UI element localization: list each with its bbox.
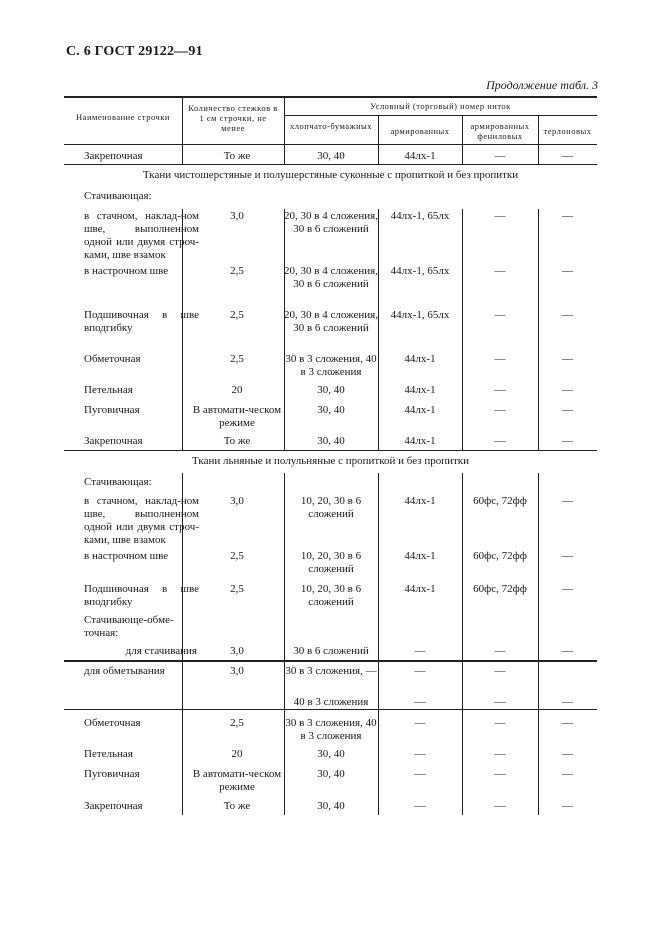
row-cotton: 30, 40	[317, 150, 345, 162]
subheader-rule	[284, 115, 597, 116]
row-terlon: —	[562, 210, 573, 222]
row-reinforced: —	[414, 696, 426, 708]
row-reinforced: 44лх-1	[404, 384, 436, 396]
row-phenyl: —	[494, 150, 506, 162]
row-name: Закрепочная	[84, 435, 143, 447]
row-stitches: 3,0	[230, 495, 244, 507]
row-name: Стачивающе-обме-точная:	[84, 614, 174, 639]
row-reinforced: 44лх-1, 65лх	[390, 210, 450, 222]
row-phenyl: —	[494, 265, 506, 277]
row-cotton: 30 в 3 сложения, 40 в 3 сложения	[285, 353, 377, 378]
col-header-name: Наименование строчки	[76, 112, 170, 122]
row-reinforced: 44лх-1	[404, 404, 436, 416]
row-rule	[64, 164, 597, 165]
row-terlon: —	[562, 696, 573, 708]
row-cotton: 20, 30 в 4 сложения, 30 в 6 сложений	[284, 265, 378, 290]
row-stitches: То же	[223, 435, 251, 447]
row-terlon: —	[562, 404, 573, 416]
col-divider	[462, 473, 463, 815]
row-reinforced: 44лх-1	[404, 495, 436, 507]
row-terlon: —	[562, 768, 573, 780]
row-reinforced: —	[414, 748, 426, 760]
row-terlon: —	[562, 550, 573, 562]
row-terlon: —	[562, 645, 573, 657]
row-phenyl: —	[494, 435, 506, 447]
row-phenyl: —	[494, 210, 506, 222]
row-phenyl: —	[494, 645, 506, 657]
row-reinforced: 44лх-1	[404, 353, 436, 365]
col-header-reinforced: армированных	[390, 126, 450, 136]
row-terlon: —	[562, 583, 573, 595]
row-phenyl: —	[494, 384, 506, 396]
row-terlon: —	[562, 748, 573, 760]
row-stitches: 3,0	[230, 210, 244, 222]
row-name: Петельная	[84, 384, 133, 396]
row-stitches: 20	[231, 748, 243, 760]
row-phenyl: 60фс, 72фф	[473, 495, 527, 507]
row-name: Закрепочная	[84, 800, 143, 812]
col-header-terlon: терлоновых	[543, 126, 592, 136]
row-phenyl: 60фс, 72фф	[473, 583, 527, 595]
col-divider	[378, 473, 379, 815]
row-stitches: То же	[223, 800, 251, 812]
col-header-reinforced-phenyl: армированных фениловых	[470, 121, 530, 141]
col-divider	[182, 96, 183, 144]
row-stitches: То же	[223, 150, 251, 162]
row-stitches: В автомати-ческом режиме	[192, 404, 282, 429]
row-name: Обметочная	[84, 717, 141, 729]
row-phenyl: —	[494, 696, 506, 708]
row-cotton: 40 в 3 сложения	[293, 696, 369, 708]
row-phenyl: —	[494, 800, 506, 812]
row-cotton: 30 в 6 сложений	[293, 645, 369, 657]
row-reinforced: —	[414, 768, 426, 780]
table-continuation-label: Продолжение табл. 3	[486, 78, 598, 92]
row-stitches: 3,0	[230, 645, 244, 657]
col-header-thread-number: Условный (торговый) номер ниток	[370, 101, 511, 111]
row-name: в стачном, наклад-ном шве, выполненном одной или двумя строч-ками, шве взамок	[84, 210, 199, 261]
row-terlon: —	[562, 309, 573, 321]
row-rule	[64, 660, 597, 662]
row-phenyl: —	[494, 309, 506, 321]
row-name: для стачивания	[125, 645, 197, 657]
row-rule	[64, 709, 597, 710]
row-cotton: 20, 30 в 4 сложения, 30 в 6 сложений	[284, 309, 378, 334]
row-phenyl: —	[494, 353, 506, 365]
row-name: Закрепочная	[84, 150, 143, 162]
header-bottom-rule	[64, 144, 597, 145]
row-name: в настрочном шве	[84, 550, 169, 562]
row-stitches: 20	[231, 384, 243, 396]
row-rule	[64, 450, 597, 451]
row-phenyl: 60фс, 72фф	[473, 550, 527, 562]
table-top-rule	[64, 96, 597, 98]
row-reinforced: —	[414, 665, 426, 677]
col-divider	[462, 115, 463, 144]
row-cotton: 30, 40	[317, 800, 345, 812]
row-phenyl: —	[494, 768, 506, 780]
row-name: Подшивочная в шве вподгибку	[84, 583, 199, 608]
row-cotton: 10, 20, 30 в 6 сложений	[300, 495, 362, 520]
row-stitches: 2,5	[230, 583, 244, 595]
section-title: Ткани льняные и полульняные с пропиткой и без пропитки	[191, 455, 470, 467]
row-cotton: 30, 40	[317, 435, 345, 447]
row-cotton: 30 в 3 сложения, —	[285, 665, 377, 677]
row-cotton: 30, 40	[317, 384, 345, 396]
row-terlon: —	[562, 150, 573, 162]
row-name: Обметочная	[84, 353, 141, 365]
row-phenyl: —	[494, 717, 506, 729]
section-title: Ткани чистошерстяные и полушерстяные суконные с пропиткой и без пропитки	[142, 169, 519, 181]
row-cotton: 20, 30 в 4 сложения, 30 в 6 сложений	[284, 210, 378, 235]
col-divider	[538, 473, 539, 815]
row-terlon: —	[562, 265, 573, 277]
page-header: С. 6 ГОСТ 29122—91	[66, 44, 203, 59]
row-name: в настрочном шве	[84, 265, 169, 277]
row-name: Петельная	[84, 748, 133, 760]
row-reinforced: 44лх-1	[404, 435, 436, 447]
row-phenyl: —	[494, 665, 506, 677]
row-cotton: 10, 20, 30 в 6 сложений	[300, 583, 362, 608]
row-stitches: 2,5	[230, 717, 244, 729]
row-reinforced: 44лх-1	[404, 583, 436, 595]
row-name: Подшивочная в шве вподгибку	[84, 309, 199, 334]
row-terlon: —	[562, 800, 573, 812]
row-reinforced: 44лх-1, 65лх	[390, 309, 450, 321]
row-cotton: 30, 40	[317, 768, 345, 780]
row-phenyl: —	[494, 748, 506, 760]
row-terlon: —	[562, 384, 573, 396]
col-divider	[284, 473, 285, 815]
row-terlon: —	[562, 435, 573, 447]
row-reinforced: 44лх-1	[404, 150, 436, 162]
row-cotton: 30 в 3 сложения, 40 в 3 сложения	[285, 717, 377, 742]
row-name: Пуговичная	[84, 768, 140, 780]
row-cotton: 30, 40	[317, 404, 345, 416]
row-name: Стачивающая:	[84, 190, 152, 202]
row-name: для обметывания	[84, 665, 165, 677]
row-name: в стачном, наклад-ном шве, выполненном одной или двумя строч-ками, шве взамок	[84, 495, 199, 546]
row-reinforced: —	[414, 717, 426, 729]
col-header-stitches: Количество стежков в 1 см строчки, не менее	[188, 103, 278, 133]
row-stitches: В автомати-ческом режиме	[192, 768, 282, 793]
row-stitches: 3,0	[230, 665, 244, 677]
row-cotton: 10, 20, 30 в 6 сложений	[300, 550, 362, 575]
row-stitches: 2,5	[230, 550, 244, 562]
row-cotton: 30, 40	[317, 748, 345, 760]
row-stitches: 2,5	[230, 309, 244, 321]
col-header-cotton: хлопчато-бумажных	[290, 121, 372, 131]
row-terlon: —	[562, 717, 573, 729]
row-terlon: —	[562, 495, 573, 507]
row-reinforced: —	[414, 800, 426, 812]
row-reinforced: 44лх-1	[404, 550, 436, 562]
row-stitches: 2,5	[230, 265, 244, 277]
row-phenyl: —	[494, 404, 506, 416]
row-reinforced: 44лх-1, 65лх	[390, 265, 450, 277]
row-name: Стачивающая:	[84, 476, 152, 488]
row-terlon: —	[562, 353, 573, 365]
row-name: Пуговичная	[84, 404, 140, 416]
row-reinforced: —	[414, 645, 426, 657]
row-stitches: 2,5	[230, 353, 244, 365]
